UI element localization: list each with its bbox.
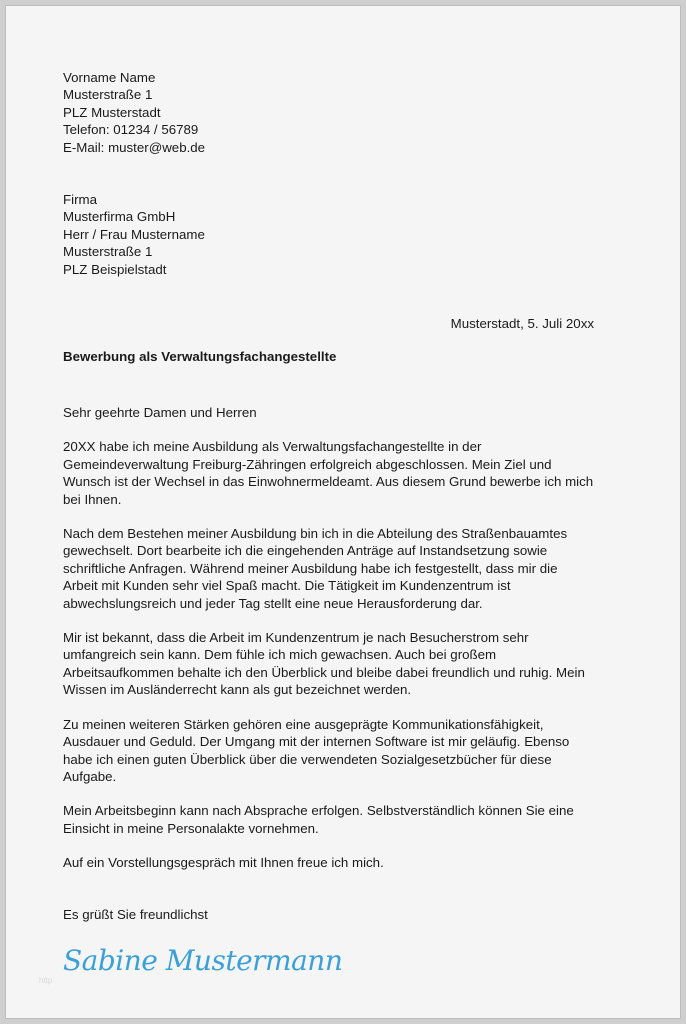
recipient-address [63, 191, 205, 278]
letter-page [5, 5, 681, 1019]
letter-body [63, 404, 623, 889]
paragraph-5: Mein Arbeitsbeginn kann nach Absprache erfolgen. Selbstverständlich können Sie eine Einsicht in meine Personalakte vornehmen. [63, 803, 574, 836]
recipient-street: Musterstraße 1 [63, 244, 153, 260]
sender-phone: Telefon: 01234 / 56789 [63, 122, 199, 138]
recipient-company-label: Firma [63, 192, 97, 207]
sender-name: Vorname Name [63, 70, 156, 85]
sender-address [63, 69, 205, 156]
paragraph-1: 20XX habe ich meine Ausbildung als Verwaltungsfachangestellte in der Gemeindeverwaltung Freiburg-Zähringen erfolgreich abgeschlossen. Mein Ziel und Wunsch ist der Wechsel in das Einwohnermeldeamt. Aus diesem Grund bewerbe ich mich bei Ihnen. [63, 439, 594, 507]
paragraph-4: Zu meinen weiteren Stärken gehören eine ausgeprägte Kommunikationsfähigkeit, Ausdauer und Geduld. Der Umgang mit der internen Software ist mir geläufig. Ebenso habe ich einen guten Überblick über die verwendeten Sozialgesetzbücher für diese Aufgabe. [63, 716, 570, 784]
paragraph-2: Nach dem Bestehen meiner Ausbildung bin ich in die Abteilung des Straßenbauamtes gewechselt. Dort bearbeite ich die eingehenden Anträge auf Instandsetzung sowie schriftliche Anfragen. Während meiner Ausbildung habe ich festgestellt, dass mir die Arbeit mit Kunden sehr viel Spaß macht. Die Tätigkeit im Kundenzentrum ist abwechslungsreich und jeder Tag stellt eine neue Herausforderung dar. [63, 526, 568, 611]
letter-subject: Bewerbung als Verwaltungsfachangestellte [63, 349, 337, 364]
salutation: Sehr geehrte Damen und Herren [63, 405, 257, 420]
signature-text: Sabine Mustermann [63, 944, 343, 977]
sender-street: Musterstraße 1 [63, 87, 153, 103]
paragraph-6: Auf ein Vorstellungsgespräch mit Ihnen freue ich mich. [63, 855, 384, 871]
recipient-company: Musterfirma GmbH [63, 209, 176, 225]
letter-closing: Es grüßt Sie freundlichst [63, 907, 208, 922]
watermark: http [39, 976, 53, 985]
recipient-city: PLZ Beispielstadt [63, 261, 167, 277]
sender-city: PLZ Musterstadt [63, 104, 161, 120]
signature [61, 936, 343, 984]
letter-date: Musterstadt, 5. Juli 20xx [450, 316, 594, 331]
recipient-contact: Herr / Frau Mustername [63, 226, 205, 242]
paragraph-3: Mir ist bekannt, dass die Arbeit im Kundenzentrum je nach Besucherstrom sehr umfangreich sein kann. Dem fühle ich mich gewachsen. Auch bei großem Arbeitsaufkommen behalte ich den Überblick und bleibe dabei freundlich und ruhig. Mein Wissen im Ausländerrecht kann als gut bezeichnet werden. [63, 630, 585, 698]
sender-email: E-Mail: muster@web.de [63, 139, 206, 155]
